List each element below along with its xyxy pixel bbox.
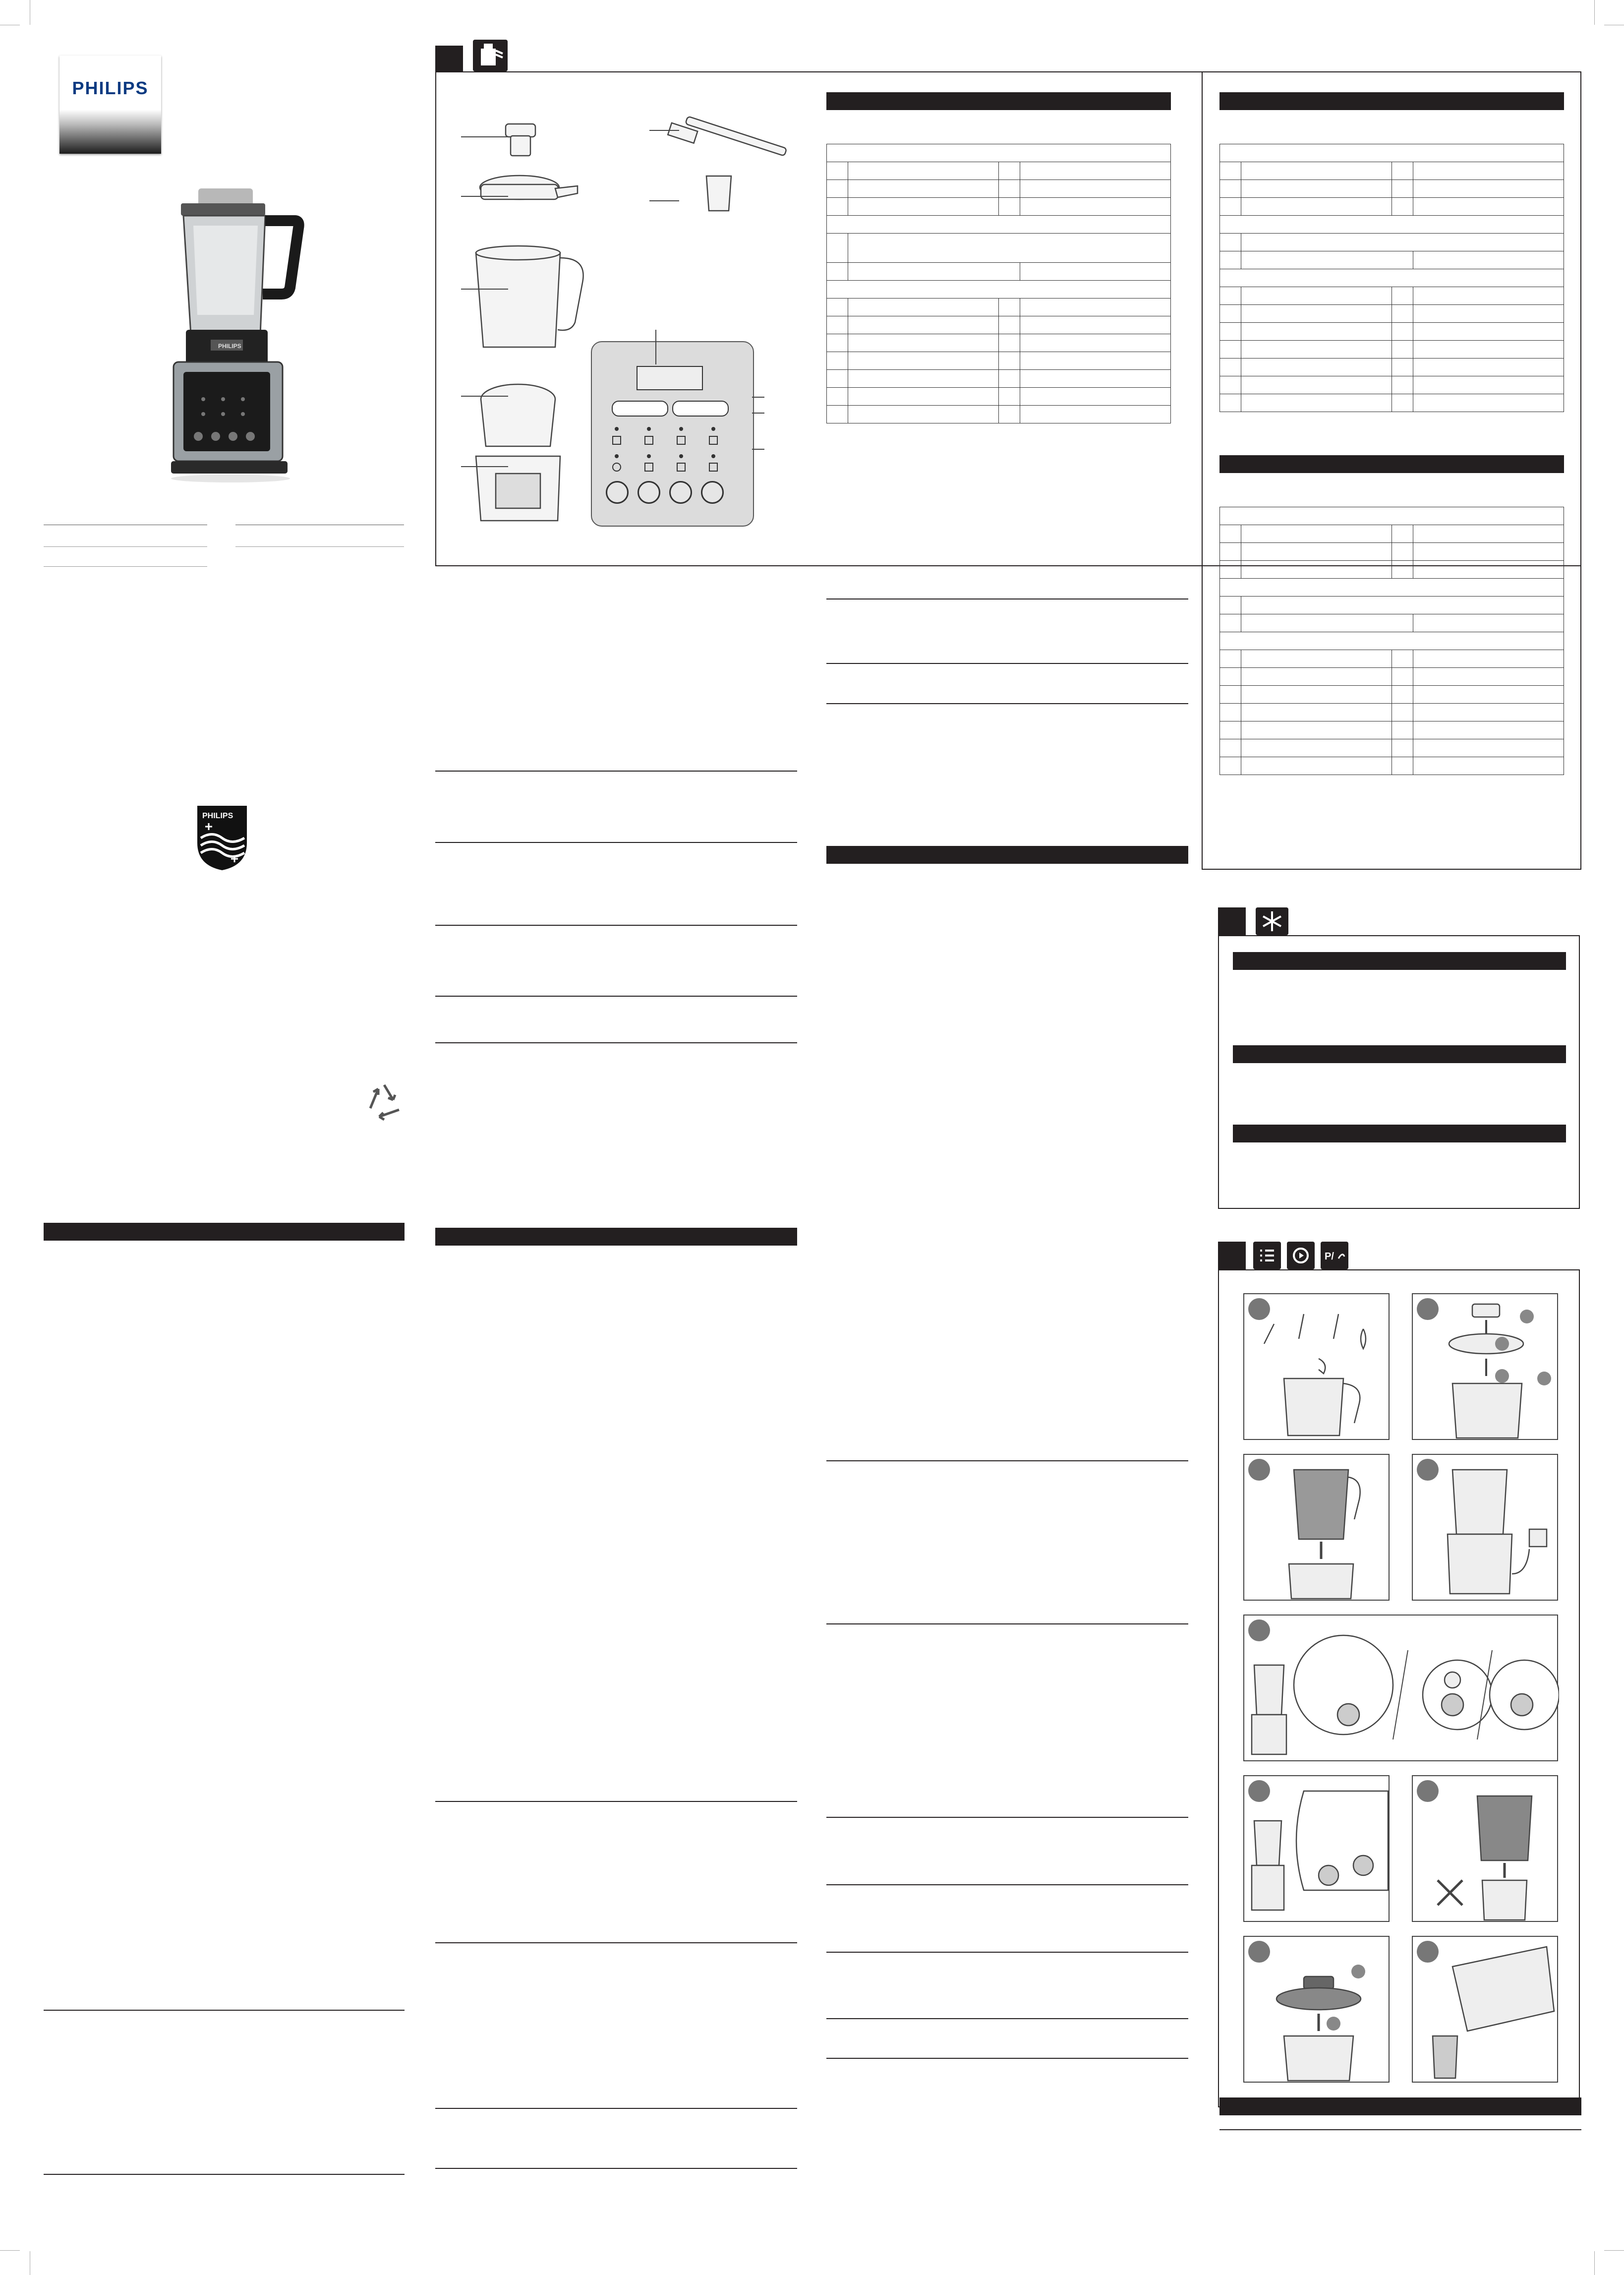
components-icon-badge [473, 40, 508, 71]
step-number [1248, 1780, 1270, 1802]
svg-text:PHILIPS: PHILIPS [218, 343, 241, 350]
menu-list-icon [1253, 1242, 1281, 1269]
temperature-minus-plus [612, 401, 668, 417]
step-panel [1412, 1293, 1558, 1440]
step-number [1417, 1459, 1439, 1481]
usage-number-badge [1218, 1242, 1246, 1269]
components-number-badge [435, 46, 463, 71]
spec-table-2 [1219, 144, 1564, 412]
step-number [1417, 1298, 1439, 1320]
notice-frame [1218, 935, 1580, 1209]
control-panel-display [637, 366, 703, 390]
col2-section-header [435, 1228, 797, 1246]
step-number [1248, 1298, 1270, 1320]
select-program-illustration [1244, 1616, 1559, 1762]
step-number [1248, 1941, 1270, 1963]
step-panel [1412, 1936, 1558, 2083]
pulse-clean-icon [1321, 1242, 1348, 1269]
blender-parts-icon [473, 40, 508, 71]
table1-header [826, 92, 1171, 110]
step-number [1248, 1459, 1270, 1481]
step-number [1417, 1941, 1439, 1963]
svg-text:P/: P/ [1325, 1251, 1334, 1262]
front-section-header [44, 1223, 405, 1241]
program-dots [607, 426, 741, 481]
start-stop-icon [1287, 1242, 1315, 1269]
time-minus-plus [672, 401, 729, 417]
step-panel [1243, 1293, 1390, 1440]
step-panel [1243, 1775, 1390, 1922]
step-panel [1243, 1936, 1390, 2083]
notice-icon-badge [1256, 907, 1288, 935]
philips-logo-text: PHILIPS [72, 78, 149, 98]
usage-footer-header [1219, 2097, 1581, 2115]
control-panel-diagram [591, 341, 754, 527]
divider [435, 771, 797, 772]
step-panel [1243, 1615, 1558, 1761]
notice-header-3 [1233, 1125, 1566, 1142]
step-panel [1412, 1454, 1558, 1601]
notice-number-badge [1218, 907, 1246, 935]
pulse-clean-button [606, 481, 629, 504]
table3-header [1219, 455, 1564, 473]
philips-logo [59, 56, 161, 154]
recycle-icon [364, 1081, 404, 1121]
step-number [1417, 1780, 1439, 1802]
spec-table-1 [826, 144, 1171, 423]
table2-header [1219, 92, 1564, 110]
svg-text:PHILIPS: PHILIPS [202, 812, 233, 820]
power-button [701, 481, 724, 504]
table-row [827, 144, 1171, 162]
menu-button [669, 481, 692, 504]
notice-header-2 [1233, 1045, 1566, 1063]
start-stop-button [638, 481, 660, 504]
philips-shield-icon [195, 803, 249, 873]
notice-header-1 [1233, 952, 1566, 970]
step-panel [1243, 1454, 1390, 1601]
product-image [164, 181, 307, 488]
step-panel [1412, 1775, 1558, 1922]
col3-section-header [826, 846, 1188, 864]
snowflake-icon [1256, 907, 1288, 935]
step-number [1248, 1619, 1270, 1641]
spec-table-3 [1219, 507, 1564, 775]
